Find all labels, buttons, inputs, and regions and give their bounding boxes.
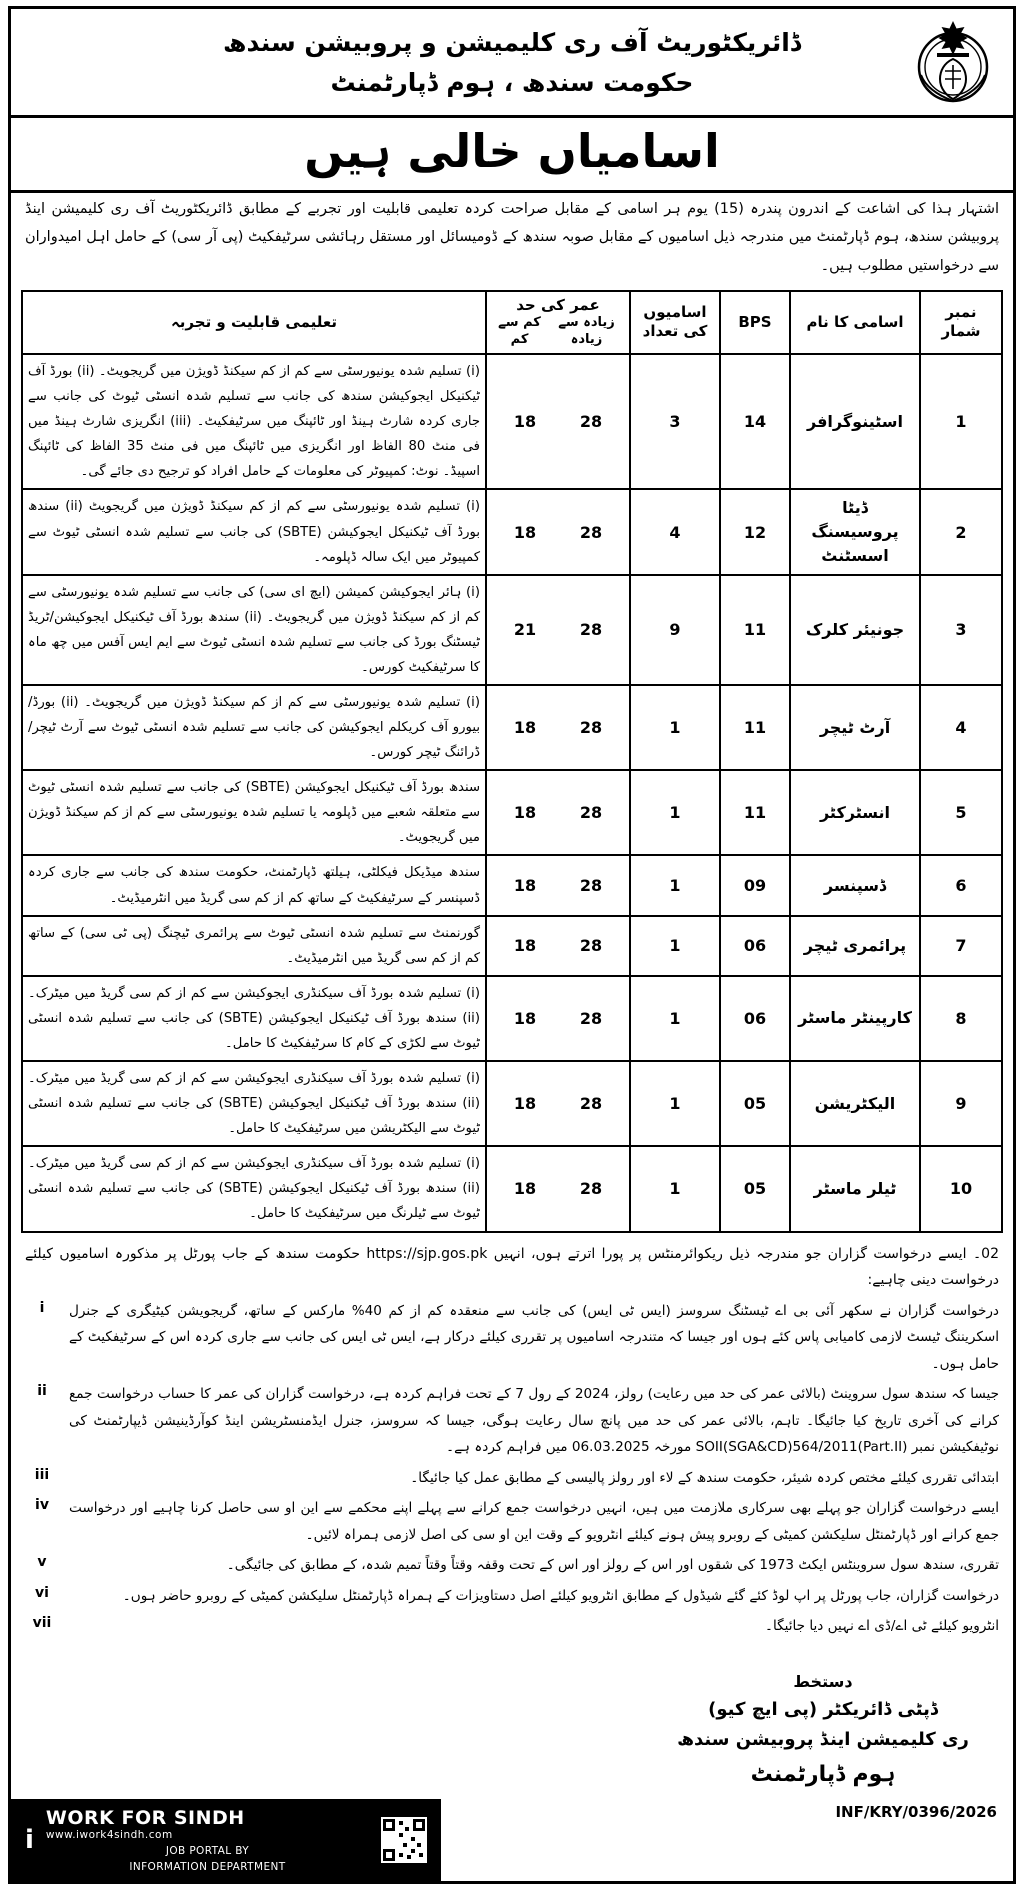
cell-age-min: 18 [513, 718, 537, 738]
cell-age-max: 28 [579, 936, 603, 956]
condition-number: i [39, 1299, 45, 1316]
table-row [22, 489, 1002, 574]
condition-number: vi [35, 1584, 49, 1601]
cell-count: 1 [630, 770, 720, 855]
signature-label: دستخط [793, 1671, 853, 1691]
cell-age-max: 28 [579, 1094, 603, 1114]
condition-number: vii [32, 1615, 52, 1632]
cell-count: 1 [630, 1146, 720, 1231]
signatory-department: ہوم ڈپارٹمنٹ [750, 1762, 896, 1788]
col-qualification: تعلیمی قابلیت و تجربہ [22, 291, 486, 354]
cell-post: پرائمری ٹیچر [790, 916, 920, 976]
condition-text: درخواست گزاران، جاب پورٹل پر اپ لوڈ کئے گئے شیڈول کے مطابق انٹرویو کیلئے اصل دستاویزات کے ہمراہ ڈپارٹمنٹل سلیکشن کمیٹی کے روبرو حاضر ہوں۔ [122, 1587, 999, 1604]
table-row [22, 354, 1002, 489]
cell-count: 9 [630, 575, 720, 685]
cell-post: آرٹ ٹیچر [790, 685, 920, 770]
cell-age [486, 685, 630, 770]
cell-age-max: 28 [579, 1179, 603, 1199]
condition-item [25, 1381, 999, 1461]
cell-qualification: (i) تسلیم شدہ یونیورسٹی سے کم از کم سیکنڈ ڈویژن میں گریجویٹ۔ (ii) بورڈ آف ٹیکنیکل ایجوکیشن سندھ کی جانب سے تسلیم شدہ انسٹی ٹیوٹ کی جانب سے جاری کردہ شارٹ ہینڈ اور ٹائپنگ میں سرٹیفکیٹ۔ (iii) انگریزی شارٹ ہینڈ میں فی منٹ 80 الفاظ اور انگریزی میں ٹائپنگ میں فی منٹ 35 الفاظ کی ٹائپنگ اسپیڈ۔ نوٹ: کمپیوٹر کی معلومات کے حامل افراد کو ترجیح دی جائے گی۔ [22, 354, 486, 489]
cell-age-max: 28 [579, 412, 603, 432]
cell-qualification: گورنمنٹ سے تسلیم شدہ انسٹی ٹیوٹ سے پرائمری ٹیچنگ (پی ٹی سی) کے ساتھ کم از کم سی گریڈ میں انٹرمیڈیٹ۔ [22, 916, 486, 976]
cell-serial: 2 [920, 489, 1002, 574]
cell-age [486, 1061, 630, 1146]
cell-bps: 05 [720, 1146, 790, 1231]
condition-number: ii [37, 1383, 47, 1400]
cell-bps: 05 [720, 1061, 790, 1146]
cell-qualification: سندھ میڈیکل فیکلٹی، ہیلتھ ڈپارٹمنٹ، حکومت سندھ کی جانب سے جاری کردہ ڈسپنسر کے سرٹیفکیٹ کے ساتھ کم از کم سی گریڈ میں انٹرمیڈیٹ۔ [22, 855, 486, 915]
col-count: اسامیوں کی تعداد [630, 291, 720, 354]
cell-count: 1 [630, 855, 720, 915]
cell-count: 1 [630, 685, 720, 770]
cell-count: 3 [630, 354, 720, 489]
cell-age [486, 916, 630, 976]
inf-reference-number: INF/KRY/0396/2026 [835, 1803, 997, 1822]
cell-qualification: (i) تسلیم شدہ یونیورسٹی سے کم از کم سیکنڈ ڈویژن میں گریجویٹ (ii) سندھ بورڈ آف ٹیکنیکل ایجوکیشن (SBTE) کی جانب سے تسلیم شدہ انسٹی ٹیوٹ سے کمپیوٹر میں ایک سالہ ڈپلومہ۔ [22, 489, 486, 574]
conditions-section [11, 1239, 1013, 1650]
banner-title: WORK FOR SINDH [45, 1807, 245, 1830]
iwork-logo-icon: i [25, 1825, 34, 1856]
table-row [22, 1061, 1002, 1146]
cell-age-min: 18 [513, 936, 537, 956]
signatory-designation: ڈپٹی ڈائریکٹر (پی ایچ کیو) [708, 1698, 938, 1720]
condition-text: ابتدائی تقرری کیلئے مختص کردہ شیئر، حکومت سندھ کے لاء اور رولز پالیسی کے مطابق عمل کیا جائیگا۔ [410, 1469, 999, 1486]
condition-number: iii [34, 1466, 50, 1483]
cell-age-min: 18 [513, 1179, 537, 1199]
cell-serial: 6 [920, 855, 1002, 915]
cell-qualification: (i) تسلیم شدہ یونیورسٹی سے کم از کم سیکنڈ ڈویژن میں گریجویٹ۔ (ii) بورڈ/بیورو آف کریکلم ایجوکیشن کی جانب سے تسلیم شدہ انسٹی ٹیوٹ سے آرٹ ٹیچر/ڈرائنگ ٹیچر کورس۔ [22, 685, 486, 770]
condition-text: انٹرویو کیلئے ٹی اے/ڈی اے نہیں دیا جائیگا۔ [764, 1618, 999, 1635]
document-header [11, 9, 1013, 111]
cell-serial: 1 [920, 354, 1002, 489]
condition-text: جیسا کہ سندھ سول سروینٹ (بالائی عمر کی حد میں رعایت) رولز، 2024 کے رول 7 کے تحت فراہم کردہ ہے، درخواست گزاران کی عمر کا حساب درخواست جمع کرانے کی آخری تاریخ کیا جائیگا۔ تاہم، بالائی عمر کی حد میں پانچ سال رعایت ہوگی، جیسا کہ سروسز، جنرل ایڈمنسٹریشن اینڈ کوآرڈینیشن ڈیپارٹمنٹ کی نوٹیفکیشن نمبر SOII(SGA&CD)564/2011(Part.II) مورخہ 06.03.2025 میں فراہم کردہ ہے۔ [69, 1386, 999, 1456]
cell-age-min: 18 [513, 1008, 537, 1028]
cell-count: 1 [630, 1061, 720, 1146]
cell-post: کارپینٹر ماسٹر [790, 976, 920, 1061]
vacancies-table-body [22, 354, 1002, 1231]
banner-subtitle-2: INFORMATION DEPARTMENT [129, 1861, 286, 1874]
cell-age-max: 28 [579, 620, 603, 640]
table-row [22, 976, 1002, 1061]
cell-post: الیکٹریشن [790, 1061, 920, 1146]
cell-serial: 5 [920, 770, 1002, 855]
cell-post: جونیئر کلرک [790, 575, 920, 685]
cell-post: اسٹینوگرافر [790, 354, 920, 489]
condition-item [25, 1583, 999, 1610]
cell-serial: 4 [920, 685, 1002, 770]
cell-post: انسٹرکٹر [790, 770, 920, 855]
col-age [486, 291, 630, 354]
condition-item [25, 1613, 999, 1640]
intro-paragraph: اشتہار ہذا کی اشاعت کے اندرون پندرہ (15) یوم ہر اسامی کے مقابل صراحت کردہ تعلیمی قابلیت اور تجربے کے مطابق ڈائریکٹوریٹ آف ری کلیمیشن اینڈ پروبیشن سندھ، ہوم ڈپارٹمنٹ میں مندرجہ ذیل اسامیوں کے مقابل صوبہ سندھ کے ڈومیسائل اور مستقل رہائشی سرٹیفکیٹ (پی آر سی) کے حامل اہل امیدواران سے درخواستیں مطلوب ہیں۔ [25, 201, 999, 274]
cell-bps: 06 [720, 976, 790, 1061]
cell-age [486, 855, 630, 915]
table-row [22, 855, 1002, 915]
banner-text [46, 1807, 369, 1873]
col-age-min: کم سے کم [498, 315, 541, 348]
cell-serial: 10 [920, 1146, 1002, 1231]
job-portal-banner[interactable] [11, 1799, 441, 1881]
table-row [22, 575, 1002, 685]
col-bps: BPS [720, 291, 790, 354]
cell-age-min: 18 [513, 876, 537, 896]
cell-age-min: 18 [513, 803, 537, 823]
vacancies-table [21, 290, 1003, 1233]
cell-age-min: 18 [513, 412, 537, 432]
condition-number: iv [35, 1497, 49, 1514]
cell-bps: 11 [720, 575, 790, 685]
document-footer [11, 1799, 1013, 1881]
cell-age [486, 489, 630, 574]
cell-qualification: سندھ بورڈ آف ٹیکنیکل ایجوکیشن (SBTE) کی جانب سے تسلیم شدہ انسٹی ٹیوٹ سے متعلقہ شعبے میں ڈپلومہ یا تسلیم شدہ یونیورسٹی سے کم از کم سیکنڈ ڈویژن میں گریجویٹ۔ [22, 770, 486, 855]
cell-age-min: 18 [513, 1094, 537, 1114]
government-crest-icon [907, 17, 999, 109]
cell-age-min: 21 [513, 620, 537, 640]
col-age-max: زیادہ سے زیادہ [558, 315, 615, 348]
table-row [22, 916, 1002, 976]
header-text-block [117, 25, 907, 102]
col-age-label: عمر کی حد [516, 295, 600, 314]
cell-serial: 9 [920, 1061, 1002, 1146]
condition-number: v [37, 1554, 47, 1571]
cell-bps: 12 [720, 489, 790, 574]
banner-url[interactable]: www.iwork4sindh.com [45, 1829, 173, 1842]
condition-item [25, 1495, 999, 1548]
conditions-lead: 02۔ ایسے درخواست گزاران جو مندرجہ ذیل ریکوائرمنٹس پر پورا اترتے ہوں، انہیں https://sjp.gos.pk حکومت سندھ کے جاب پورٹل پر مذکورہ اسامیوں کیلئے درخواست دینی چاہیے: [25, 1245, 999, 1289]
cell-qualification: (i) تسلیم شدہ بورڈ آف سیکنڈری ایجوکیشن سے کم از کم سی گریڈ میں میٹرک۔ (ii) سندھ بورڈ آف ٹیکنیکل ایجوکیشن (SBTE) کی جانب سے تسلیم شدہ انسٹی ٹیوٹ سے لکڑی کے کام کا سرٹیفکیٹ کا حامل۔ [22, 976, 486, 1061]
cell-bps: 09 [720, 855, 790, 915]
condition-item [25, 1552, 999, 1579]
col-serial: نمبر شمار [920, 291, 1002, 354]
condition-item [25, 1465, 999, 1492]
banner-subtitle-1: JOB PORTAL BY [165, 1845, 250, 1858]
table-row [22, 770, 1002, 855]
table-row [22, 1146, 1002, 1231]
cell-bps: 11 [720, 770, 790, 855]
cell-bps: 14 [720, 354, 790, 489]
department-directorate-line: ڈائریکٹوریٹ آف ری کلیمیشن و پروبیشن سندھ [223, 27, 801, 57]
table-header-row [22, 291, 1002, 354]
cell-serial: 3 [920, 575, 1002, 685]
cell-count: 4 [630, 489, 720, 574]
advertisement-border [8, 6, 1016, 1884]
footer-reference-area [441, 1799, 1013, 1881]
page-title: اسامیاں خالی ہیں [304, 124, 720, 178]
cell-age-max: 28 [579, 1008, 603, 1028]
condition-text: تقرری، سندھ سول سروینٹس ایکٹ 1973 کی شقوں اور اس کے رولز اور اس کے تحت وقفہ وقتاً وقتاً تمیم شدہ، کے مطابق کی جائیگی۔ [226, 1557, 999, 1574]
cell-age-max: 28 [579, 803, 603, 823]
cell-count: 1 [630, 976, 720, 1061]
signature-block [673, 1668, 973, 1794]
cell-bps: 06 [720, 916, 790, 976]
cell-age [486, 976, 630, 1061]
cell-post: ڈسپنسر [790, 855, 920, 915]
government-department-line: حکومت سندھ ، ہوم ڈپارٹمنٹ [330, 68, 694, 97]
signatory-office: ری کلیمیشن اینڈ پروبیشن سندھ [677, 1729, 969, 1751]
cell-bps: 11 [720, 685, 790, 770]
cell-age [486, 1146, 630, 1231]
cell-age [486, 770, 630, 855]
cell-qualification: (i) ہائر ایجوکیشن کمیشن (ایچ ای سی) کی جانب سے تسلیم شدہ یونیورسٹی سے کم از کم سیکنڈ ڈویژن میں گریجویٹ۔ (ii) سندھ بورڈ آف ٹیکنیکل ایجوکیشن/ٹریڈ ٹیسٹنگ بورڈ کی جانب سے تسلیم شدہ انسٹی ٹیوٹ سے ایم ایس آفس میں چھ ماہ کا سرٹیفکیٹ کورس۔ [22, 575, 486, 685]
cell-age [486, 575, 630, 685]
cell-qualification: (i) تسلیم شدہ بورڈ آف سیکنڈری ایجوکیشن سے کم از کم سی گریڈ میں میٹرک۔ (ii) سندھ بورڈ آف ٹیکنیکل ایجوکیشن (SBTE) کی جانب سے تسلیم شدہ انسٹی ٹیوٹ سے ٹیلرنگ میں سرٹیفکیٹ کا حامل۔ [22, 1146, 486, 1231]
cell-serial: 8 [920, 976, 1002, 1061]
condition-text: ایسے درخواست گزاران جو پہلے بھی سرکاری ملازمت میں ہیں، انہیں درخواست جمع کرانے سے پہلے اپنے محکمے سے این او سی حاصل کرنا چاہیے اور درخواست جمع کرانے اور ڈپارٹمنٹل سلیکشن کمیٹی کے روبرو پیش ہونے کیلئے انٹرویو کے وقت این او سی کی اصل لازمی ہمراہ لائیں۔ [69, 1500, 999, 1543]
cell-age-max: 28 [579, 522, 603, 542]
condition-item [25, 1298, 999, 1378]
cell-age-max: 28 [579, 876, 603, 896]
cell-qualification: (i) تسلیم شدہ بورڈ آف سیکنڈری ایجوکیشن سے کم از کم سی گریڈ میں میٹرک۔ (ii) سندھ بورڈ آف ٹیکنیکل ایجوکیشن (SBTE) کی جانب سے تسلیم شدہ انسٹی ٹیوٹ سے الیکٹریشن میں سرٹیفکیٹ کا حامل۔ [22, 1061, 486, 1146]
col-post: اسامی کا نام [790, 291, 920, 354]
condition-text: درخواست گزاران نے سکھر آئی بی اے ٹیسٹنگ سروسز (ایس ٹی ایس) کی جانب سے منعقدہ کم از کم 40% مارکس کے ساتھ، گریجویشن کیٹیگری کے جنرل اسکریننگ ٹیسٹ لازمی کامیابی پاس کئے ہوں اور جیسا کہ متندرجہ اسامیوں پر تقرری کیلئے درکار ہے، ایس ٹی ایس کی جانب سے جاری کردہ اس کے سرٹیفکیٹ کے حامل ہوں۔ [69, 1302, 999, 1372]
qr-code-icon[interactable] [381, 1817, 427, 1863]
table-row [22, 685, 1002, 770]
cell-count: 1 [630, 916, 720, 976]
cell-post: ڈیٹا پروسیسنگ اسسٹنٹ [790, 489, 920, 574]
cell-age-min: 18 [513, 522, 537, 542]
cell-age-max: 28 [579, 718, 603, 738]
cell-serial: 7 [920, 916, 1002, 976]
cell-age [486, 354, 630, 489]
cell-post: ٹیلر ماسٹر [790, 1146, 920, 1231]
